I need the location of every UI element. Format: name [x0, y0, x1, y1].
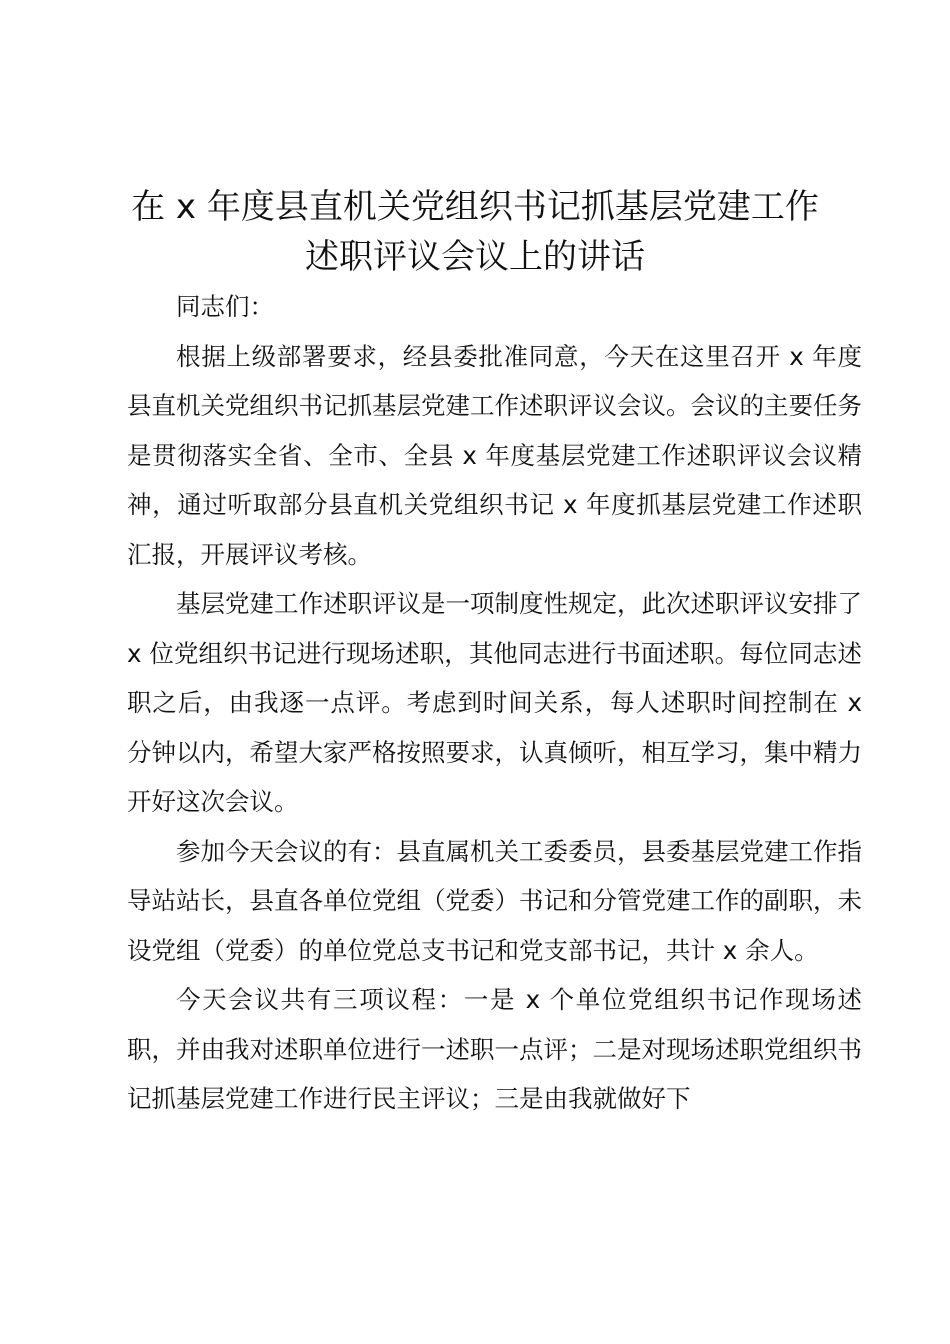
paragraph: 今天会议共有三项议程：一是 x 个单位党组织书记作现场述职，并由我对述职单位进行一述职一点评；二是对现场述职党组织书记抓基层党建工作进行民主评议；三是由我就做好下: [127, 985, 862, 1113]
document-title-line-1: 在 x 年度县直机关党组织书记抓基层党建工作: [131, 187, 819, 227]
paragraph: 参加今天会议的有：县直属机关工委委员，县委基层党建工作指导站站长，县直各单位党组（党委）书记和分管党建工作的副职，未设党组（党委）的单位党总支书记和党支部书记，共计 x 余人。: [127, 836, 862, 965]
document-body: [127, 282, 862, 1124]
salutation: 同志们：: [176, 292, 274, 321]
paragraph: 基层党建工作述职评议是一项制度性规定，此次述职评议安排了 x 位党组织书记进行现场述职，其他同志进行书面述职。每位同志述职之后，由我逐一点评。考虑到时间关系，每人述职时间控制在 x 分钟以内，希望大家严格按照要求，认真倾听，相互学习，集中精力开好这次会议。: [127, 589, 862, 816]
paragraph: 根据上级部署要求，经县委批准同意，今天在这里召开 x 年度县直机关党组织书记抓基层党建工作述职评议会议。会议的主要任务是贯彻落实全省、全市、全县 x 年度基层党建工作述职评议会议精神，通过听取部分县直机关党组织书记 x 年度抓基层党建工作述职汇报，开展评议考核。: [127, 341, 862, 569]
document-title-line-2: 述职评议会议上的讲话: [305, 237, 645, 277]
